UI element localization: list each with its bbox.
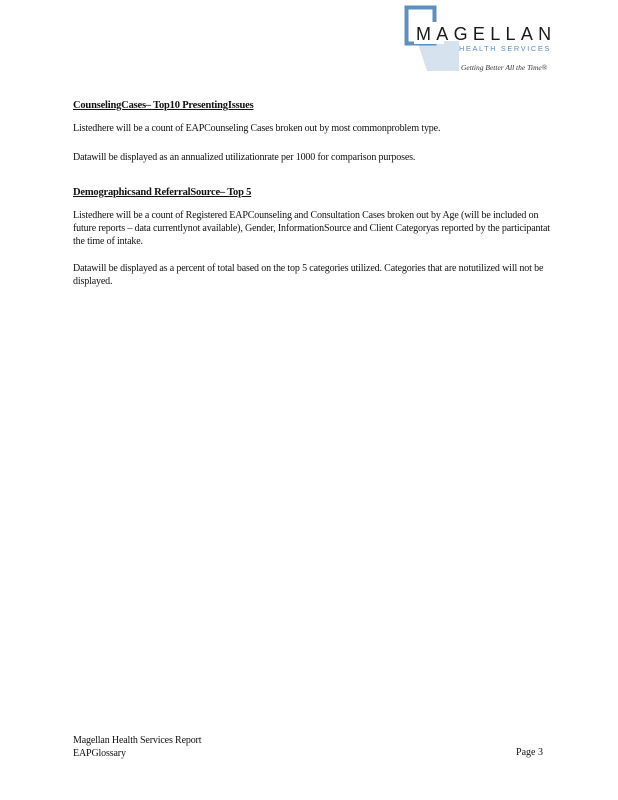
magellan-logo [403, 4, 563, 76]
logo-tagline: Getting Better All the Time® [461, 63, 548, 72]
footer-report-title: Magellan Health Services Report [73, 735, 202, 746]
section-paragraph: Datawill be displayed as an annualized utilizationrate per 1000 for comparison purposes. [73, 152, 416, 164]
footer-document-name: EAPGlossary [73, 747, 126, 759]
logo-wordmark: MAGELLAN [416, 24, 557, 44]
section-paragraph: Listedhere will be a count of EAPCounseling Cases broken out by most commonproblem type. [73, 123, 441, 134]
logo-subtitle: HEALTH SERVICES [459, 44, 551, 53]
section-paragraph: Datawill be displayed as a percent of total based on the top 5 categories utilized. Categories that are notutilized will not be displayed. [73, 262, 544, 287]
page-number: Page 3 [516, 747, 543, 758]
section-counseling-cases [73, 99, 553, 164]
footer [73, 735, 201, 760]
section-heading: Demographicsand ReferralSource– Top 5 [73, 187, 252, 198]
section-heading: CounselingCases– Top10 PresentingIssues [73, 100, 254, 111]
section-demographics [73, 186, 553, 288]
section-paragraph: Listedhere will be a count of Registered EAPCounseling and Consultation Cases broken out by Age (will be included on future reports – data currentlynot available), Gender, InformationSource and Client Categoryas reported by the participantat the time of intake. [73, 210, 550, 248]
